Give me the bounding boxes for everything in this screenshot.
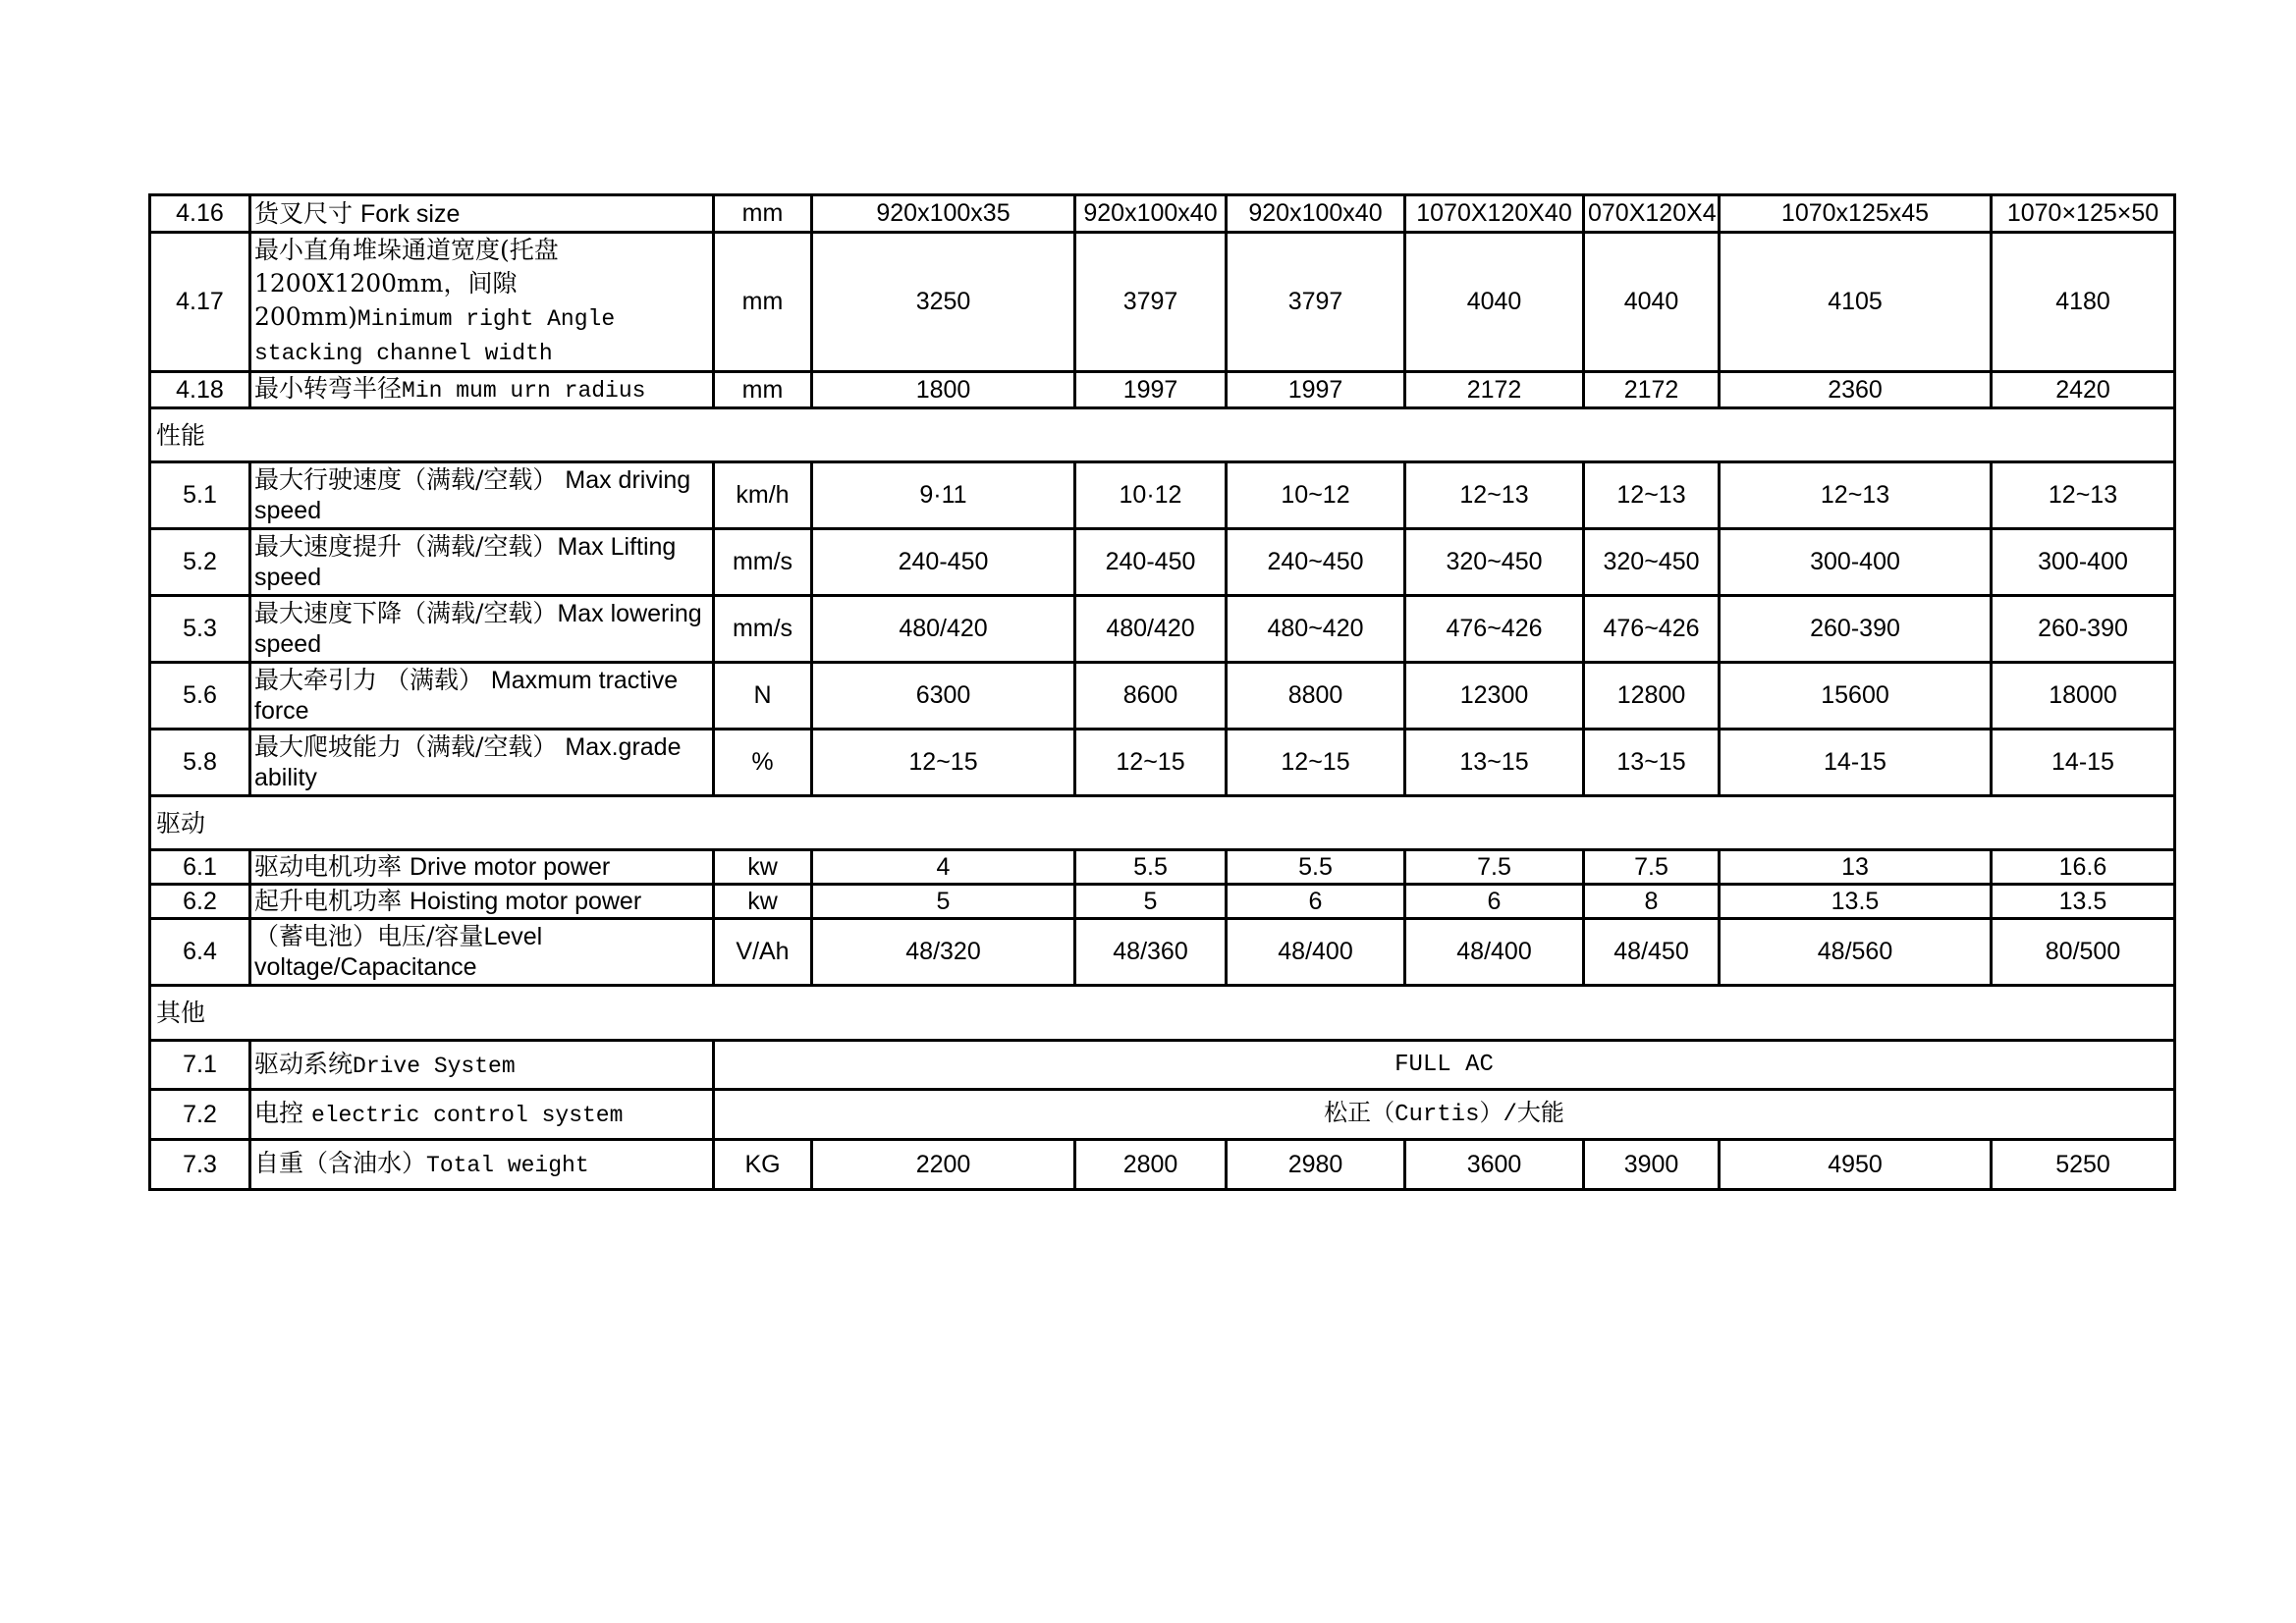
value-cell: 13 — [1720, 850, 1992, 885]
value-cell: 13~15 — [1405, 730, 1584, 796]
value-cell: 2980 — [1227, 1140, 1405, 1190]
value-cell: 14-15 — [1992, 730, 2175, 796]
row-code: 5.3 — [150, 596, 250, 663]
value-cell: 2800 — [1075, 1140, 1227, 1190]
table-row — [150, 372, 2175, 408]
value-cell: 480/420 — [1075, 596, 1227, 663]
value-cell: 12~13 — [1584, 462, 1720, 529]
value-cell: 9·11 — [812, 462, 1075, 529]
value-cell: 2360 — [1720, 372, 1992, 408]
row-unit: mm — [714, 372, 812, 408]
table-row — [150, 529, 2175, 596]
value-cell: 240-450 — [812, 529, 1075, 596]
value-cell: 920x100x40 — [1075, 195, 1227, 233]
row-unit: mm/s — [714, 596, 812, 663]
row-unit: kw — [714, 850, 812, 885]
row-item: 最小转弯半径Min mum urn radius — [250, 372, 714, 408]
table-row — [150, 850, 2175, 885]
table-row — [150, 919, 2175, 986]
section-row — [150, 986, 2175, 1041]
section-label: 性能 — [150, 408, 2175, 462]
value-cell: 7.5 — [1584, 850, 1720, 885]
row-item: 货叉尺寸 Fork size — [250, 195, 714, 233]
row-unit: N — [714, 663, 812, 730]
row-code: 4.18 — [150, 372, 250, 408]
value-cell: 920x100x35 — [812, 195, 1075, 233]
value-cell: 1070×125×50 — [1992, 195, 2175, 233]
value-cell: 7.5 — [1405, 850, 1584, 885]
row-code: 5.2 — [150, 529, 250, 596]
value-cell: 3797 — [1227, 233, 1405, 372]
value-cell: 4105 — [1720, 233, 1992, 372]
value-cell: 8800 — [1227, 663, 1405, 730]
value-cell: 12~13 — [1720, 462, 1992, 529]
table-row — [150, 195, 2175, 233]
section-label: 其他 — [150, 986, 2175, 1041]
value-cell: 12~15 — [1227, 730, 1405, 796]
value-cell: 320~450 — [1584, 529, 1720, 596]
spec-table — [148, 193, 2176, 1191]
value-cell: 6 — [1227, 885, 1405, 919]
value-cell: 2172 — [1405, 372, 1584, 408]
value-cell: 13.5 — [1992, 885, 2175, 919]
value-cell: 240-450 — [1075, 529, 1227, 596]
value-cell: 48/320 — [812, 919, 1075, 986]
merged-value-cell: FULL AC — [714, 1041, 2175, 1090]
value-cell: 12800 — [1584, 663, 1720, 730]
value-cell: 18000 — [1992, 663, 2175, 730]
value-cell: 4 — [812, 850, 1075, 885]
value-cell: 48/450 — [1584, 919, 1720, 986]
row-code: 6.4 — [150, 919, 250, 986]
value-cell: 6300 — [812, 663, 1075, 730]
value-cell: 2420 — [1992, 372, 2175, 408]
row-item: 自重（含油水）Total weight — [250, 1140, 714, 1190]
row-item: （蓄电池）电压/容量Level voltage/Capacitance — [250, 919, 714, 986]
value-cell: 13.5 — [1720, 885, 1992, 919]
table-row — [150, 663, 2175, 730]
value-cell: 3900 — [1584, 1140, 1720, 1190]
value-cell: 8600 — [1075, 663, 1227, 730]
table-row — [150, 1041, 2175, 1090]
value-cell: 4950 — [1720, 1140, 1992, 1190]
value-cell: 12~13 — [1992, 462, 2175, 529]
row-code: 6.1 — [150, 850, 250, 885]
value-cell: 5 — [1075, 885, 1227, 919]
value-cell: 13~15 — [1584, 730, 1720, 796]
row-code: 5.8 — [150, 730, 250, 796]
table-row — [150, 1140, 2175, 1190]
row-unit: mm — [714, 195, 812, 233]
value-cell: 48/400 — [1227, 919, 1405, 986]
row-item: 驱动系统Drive System — [250, 1041, 714, 1090]
value-cell: 300-400 — [1720, 529, 1992, 596]
value-cell: 1070X120X40 — [1405, 195, 1584, 233]
table-row — [150, 1090, 2175, 1140]
value-cell: 1997 — [1075, 372, 1227, 408]
value-cell: 48/360 — [1075, 919, 1227, 986]
row-unit: % — [714, 730, 812, 796]
row-code: 6.2 — [150, 885, 250, 919]
value-cell: 48/560 — [1720, 919, 1992, 986]
value-cell: 6 — [1405, 885, 1584, 919]
table-row — [150, 730, 2175, 796]
value-cell: 300-400 — [1992, 529, 2175, 596]
value-cell: 3797 — [1075, 233, 1227, 372]
row-code: 7.1 — [150, 1041, 250, 1090]
value-cell: 5.5 — [1075, 850, 1227, 885]
value-cell: 3250 — [812, 233, 1075, 372]
section-row — [150, 796, 2175, 850]
value-cell: 5 — [812, 885, 1075, 919]
value-cell: 12~13 — [1405, 462, 1584, 529]
value-cell: 1070x125x45 — [1720, 195, 1992, 233]
value-cell: 2200 — [812, 1140, 1075, 1190]
row-item: 最大速度下降（满载/空载）Max lowering speed — [250, 596, 714, 663]
row-item: 驱动电机功率 Drive motor power — [250, 850, 714, 885]
value-cell: 2172 — [1584, 372, 1720, 408]
value-cell: 5.5 — [1227, 850, 1405, 885]
row-item: 最大速度提升（满载/空载）Max Lifting speed — [250, 529, 714, 596]
value-cell: 16.6 — [1992, 850, 2175, 885]
value-cell: 920x100x40 — [1227, 195, 1405, 233]
row-code: 5.1 — [150, 462, 250, 529]
value-cell: 10·12 — [1075, 462, 1227, 529]
row-code: 4.16 — [150, 195, 250, 233]
row-item: 起升电机功率 Hoisting motor power — [250, 885, 714, 919]
value-cell: 1997 — [1227, 372, 1405, 408]
value-cell: 480/420 — [812, 596, 1075, 663]
merged-value-cell: 松正（Curtis）/大能 — [714, 1090, 2175, 1140]
table-row — [150, 596, 2175, 663]
row-code: 4.17 — [150, 233, 250, 372]
row-unit: V/Ah — [714, 919, 812, 986]
row-unit: mm/s — [714, 529, 812, 596]
row-unit: KG — [714, 1140, 812, 1190]
value-cell: 4040 — [1584, 233, 1720, 372]
table-row — [150, 233, 2175, 372]
row-item: 最大牵引力 （满载） Maxmum tractive force — [250, 663, 714, 730]
value-cell: 15600 — [1720, 663, 1992, 730]
table-row — [150, 462, 2175, 529]
value-cell: 480~420 — [1227, 596, 1405, 663]
row-unit: mm — [714, 233, 812, 372]
value-cell: 260-390 — [1992, 596, 2175, 663]
row-item: 最大爬坡能力（满载/空载） Max.grade ability — [250, 730, 714, 796]
value-cell: 240~450 — [1227, 529, 1405, 596]
value-cell: 14-15 — [1720, 730, 1992, 796]
row-code: 7.2 — [150, 1090, 250, 1140]
value-cell: 80/500 — [1992, 919, 2175, 986]
value-cell: 48/400 — [1405, 919, 1584, 986]
value-cell: 10~12 — [1227, 462, 1405, 529]
row-unit: km/h — [714, 462, 812, 529]
row-item: 电控 electric control system — [250, 1090, 714, 1140]
section-row — [150, 408, 2175, 462]
value-cell: 3600 — [1405, 1140, 1584, 1190]
row-unit: kw — [714, 885, 812, 919]
value-cell: 4180 — [1992, 233, 2175, 372]
value-cell: 070X120X4 — [1584, 195, 1720, 233]
value-cell: 1800 — [812, 372, 1075, 408]
row-code: 7.3 — [150, 1140, 250, 1190]
value-cell: 320~450 — [1405, 529, 1584, 596]
table-row — [150, 885, 2175, 919]
row-item: 最小直角堆垛通道宽度(托盘1200X1200mm，间隙200mm)Minimum right Angle stacking channel width — [250, 233, 714, 372]
value-cell: 12300 — [1405, 663, 1584, 730]
value-cell: 476~426 — [1584, 596, 1720, 663]
value-cell: 476~426 — [1405, 596, 1584, 663]
row-code: 5.6 — [150, 663, 250, 730]
value-cell: 12~15 — [812, 730, 1075, 796]
value-cell: 8 — [1584, 885, 1720, 919]
value-cell: 4040 — [1405, 233, 1584, 372]
value-cell: 12~15 — [1075, 730, 1227, 796]
row-item: 最大行驶速度（满载/空载） Max driving speed — [250, 462, 714, 529]
value-cell: 5250 — [1992, 1140, 2175, 1190]
value-cell: 260-390 — [1720, 596, 1992, 663]
section-label: 驱动 — [150, 796, 2175, 850]
